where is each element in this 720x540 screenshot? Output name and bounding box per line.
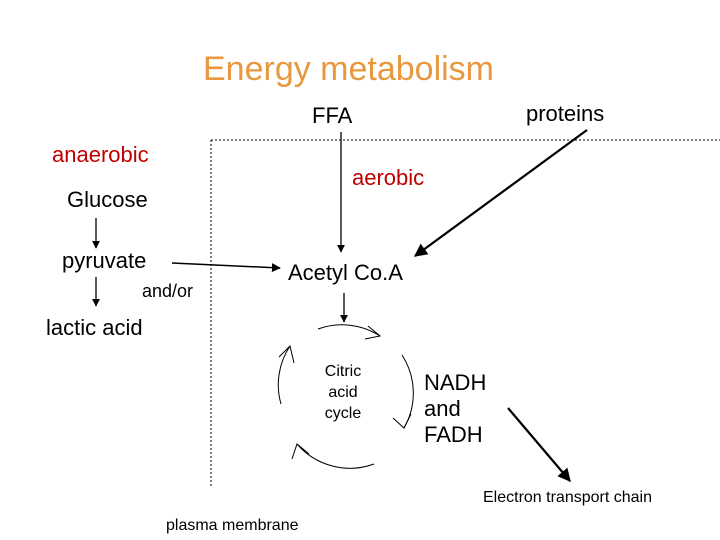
nadh-line-1: NADH (424, 370, 487, 395)
node-acetyl-coa: Acetyl Co.A (288, 260, 403, 285)
node-nadh-fadh (424, 370, 504, 448)
node-pyruvate: pyruvate (62, 248, 147, 273)
page-title: Energy metabolism (203, 50, 495, 88)
label-plasma-membrane: plasma membrane (166, 517, 299, 534)
nadh-line-2: and (424, 396, 461, 421)
node-citric-acid-cycle (313, 361, 373, 424)
arrow-pyruvate-to-acetyl-coa (172, 263, 280, 268)
node-proteins: proteins (526, 101, 605, 126)
node-lactic-acid: lactic acid (46, 315, 143, 340)
arrow-nadh-to-etc (508, 408, 570, 481)
node-ffa: FFA (312, 103, 353, 128)
node-glucose: Glucose (67, 187, 148, 212)
nadh-line-3: FADH (424, 422, 483, 447)
node-electron-transport-chain: Electron transport chain (483, 489, 652, 506)
arrow-proteins-to-acetyl-coa (415, 130, 587, 256)
cycle-line-2: acid (328, 384, 358, 401)
cycle-line-1: Citric (324, 363, 362, 380)
label-anaerobic: anaerobic (52, 142, 149, 167)
cycle-line-3: cycle (324, 405, 362, 422)
label-aerobic: aerobic (352, 165, 425, 190)
label-and-or: and/or (142, 281, 194, 301)
